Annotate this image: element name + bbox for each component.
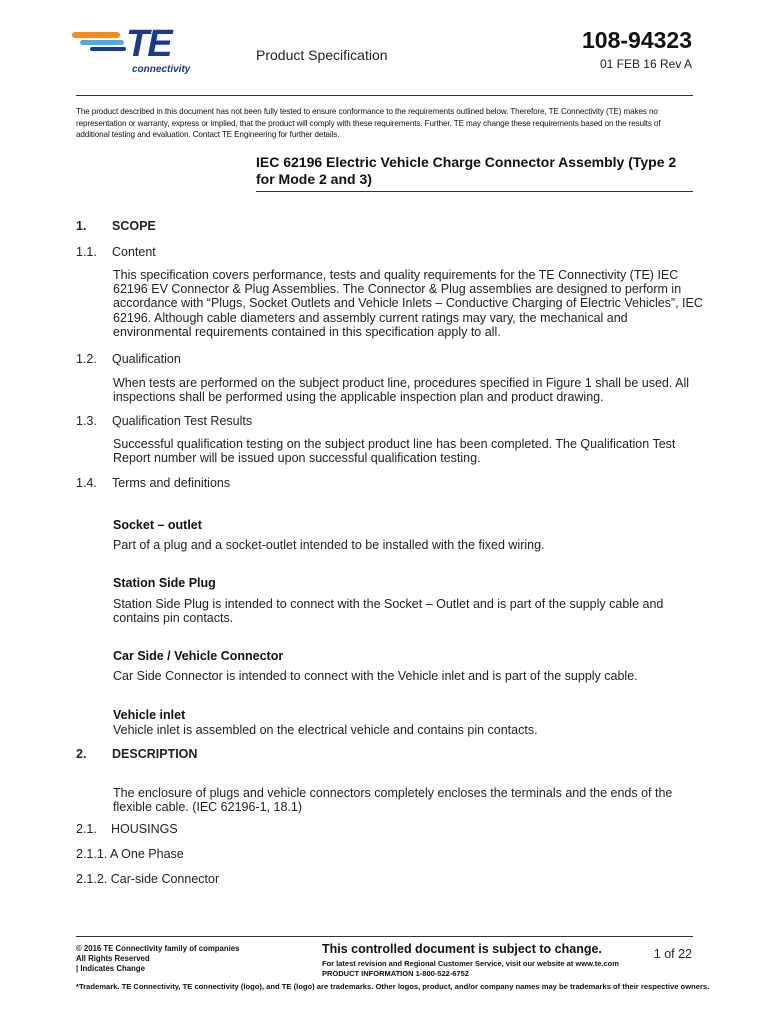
term-car-side-connector: Car Side / Vehicle Connector bbox=[113, 649, 284, 663]
footer-copyright-block bbox=[76, 944, 239, 975]
section-number: 1.4. bbox=[76, 476, 97, 490]
content-paragraph: This specification covers performance, tests and quality requirements for the TE Connectivity (TE) IEC 62196 EV Connector & Plug Assemblies. The Connector & Plug assemblies are designed to perform in accordance with “Plugs, Socket Outlets and Vehicle Inlets – Conductive Charging of Electric Vehicles”, IEC 62196. Although cable diameters and assembly current ratings may vary, the mechanical and environmental requirements contained in this specification apply to all. bbox=[113, 268, 703, 339]
document-type: Product Specification bbox=[256, 47, 388, 63]
term-vehicle-inlet: Vehicle inlet bbox=[113, 708, 186, 722]
footer-rights: All Rights Reserved bbox=[76, 954, 150, 964]
disclaimer: The product described in this document has not been fully tested to ensure conformance to the requirements outlined below. Therefore, TE Connectivity (TE) makes no representation or warranty, express or implied, that the product will comply with these requirements. Further, TE may change these requirements based on the results of additional testing and evaluation. Contact TE Engineering for further details. bbox=[76, 107, 661, 139]
definition-station-side-plug: Station Side Plug is intended to connect with the Socket – Outlet and is part of the supply cable and contains pin contacts. bbox=[113, 597, 664, 626]
section-number: 1. bbox=[76, 219, 87, 233]
footer-controlled-notice: This controlled document is subject to change. bbox=[322, 942, 602, 956]
section-heading-one-phase: 2.1.1. A One Phase bbox=[76, 847, 184, 861]
section-heading-qualification: Qualification bbox=[112, 352, 181, 366]
term-station-side-plug: Station Side Plug bbox=[113, 576, 216, 590]
footer-product-info: PRODUCT INFORMATION 1-800-522-6752 bbox=[322, 969, 469, 979]
document-title: IEC 62196 Electric Vehicle Charge Connector Assembly (Type 2 for Mode 2 and 3) bbox=[256, 154, 677, 187]
section-heading-car-side-connector: 2.1.2. Car-side Connector bbox=[76, 872, 220, 886]
te-logo-bars-icon bbox=[72, 30, 132, 54]
description-paragraph: The enclosure of plugs and vehicle connectors completely encloses the terminals and the ends of the flexible cable. (IEC 62196-1, 18.1) bbox=[113, 786, 673, 815]
page-number: 1 of 22 bbox=[653, 947, 692, 961]
document-date-revision: 01 FEB 16 Rev A bbox=[599, 57, 692, 71]
footer-trademark: *Trademark. TE Connectivity, TE connectivity (logo), and TE (logo) are trademarks. Other logos, product, and/or company names may be trademarks of their respective owners. bbox=[76, 982, 710, 991]
term-socket-outlet: Socket – outlet bbox=[113, 518, 202, 532]
document-number: 108-94323 bbox=[582, 27, 692, 53]
section-heading-terms: Terms and definitions bbox=[112, 476, 231, 490]
definition-car-side-connector: Car Side Connector is intended to connect with the Vehicle inlet and is part of the supply cable. bbox=[113, 669, 638, 683]
section-heading-scope: SCOPE bbox=[112, 219, 156, 233]
footer-contact-block bbox=[322, 959, 619, 979]
footer-copyright: © 2016 TE Connectivity family of companies bbox=[76, 944, 240, 953]
section-number: 1.1. bbox=[76, 245, 97, 259]
footer-change-indicator: | Indicates Change bbox=[76, 964, 145, 974]
definition-vehicle-inlet: Vehicle inlet is assembled on the electrical vehicle and contains pin contacts. bbox=[113, 723, 538, 737]
definition-socket-outlet: Part of a plug and a socket-outlet intended to be installed with the fixed wiring. bbox=[113, 538, 545, 552]
section-number: 1.2. bbox=[76, 352, 97, 366]
footer-divider bbox=[76, 936, 693, 937]
section-heading-content: Content bbox=[112, 245, 156, 259]
section-number: 1.3. bbox=[76, 414, 97, 428]
test-results-paragraph: Successful qualification testing on the subject product line has been completed. The Qualification Test Report number will be issued upon successful qualification testing. bbox=[113, 437, 676, 466]
te-logo-wordmark: TE bbox=[126, 23, 171, 65]
section-number: 2. bbox=[76, 747, 87, 761]
section-number: 2.1. bbox=[76, 822, 97, 836]
te-logo bbox=[72, 22, 202, 77]
header-divider bbox=[76, 95, 693, 96]
te-logo-subtitle: connectivity bbox=[132, 64, 191, 75]
section-heading-housings: HOUSINGS bbox=[111, 822, 178, 836]
title-divider bbox=[256, 191, 693, 192]
section-heading-description: DESCRIPTION bbox=[112, 747, 198, 761]
section-heading-test-results: Qualification Test Results bbox=[112, 414, 253, 428]
footer-latest-revision: For latest revision and Regional Customer Service, visit our website at www.te.com bbox=[322, 959, 619, 968]
qualification-paragraph: When tests are performed on the subject product line, procedures specified in Figure 1 shall be used. All inspections shall be performed using the applicable inspection plan and product drawing. bbox=[113, 376, 690, 405]
